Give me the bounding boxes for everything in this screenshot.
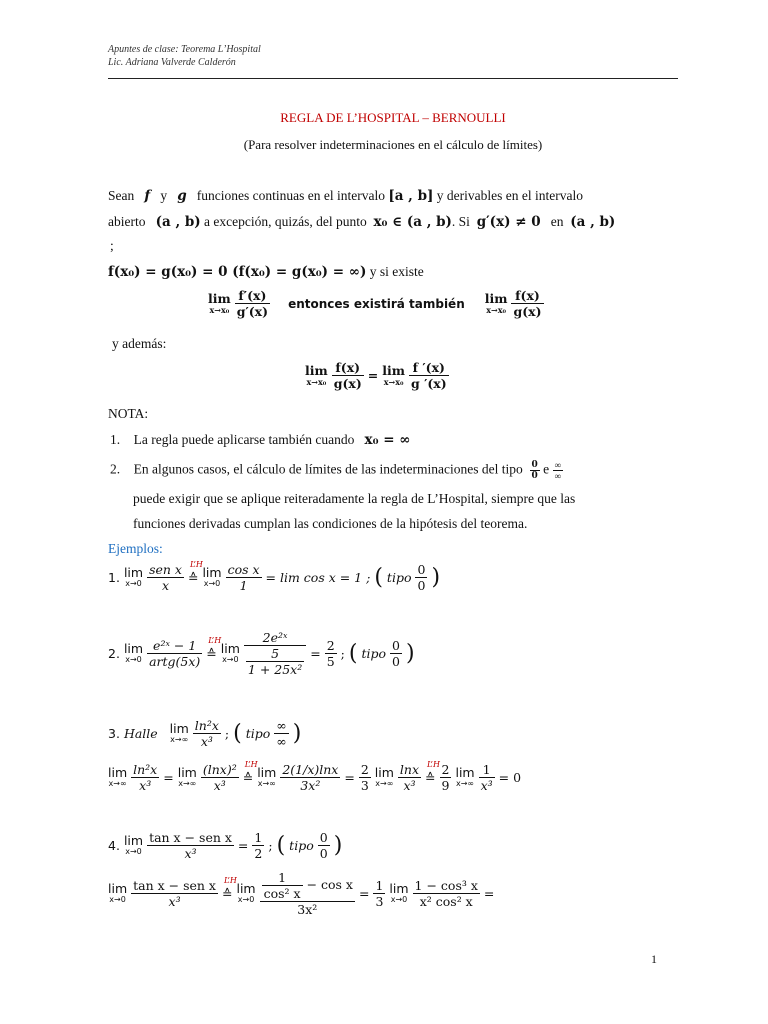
page-number: 1 (651, 952, 657, 966)
example-2 (108, 630, 415, 677)
lim-operator: lim x→0 (123, 565, 144, 588)
lim-operator: lim x→0 (108, 881, 128, 904)
fraction: $\frac{\text{tan x − sen x}}{\text{x³}}$ (133, 878, 216, 909)
fraction: $\frac{\text{sen x}}{x}$ (149, 562, 182, 593)
example-number: 1. (108, 570, 120, 585)
fraction: $\frac{f(x)}{g(x)}$ (513, 288, 542, 319)
fraction: $\frac{1}{3}$ (375, 878, 384, 909)
math-f: f (144, 188, 151, 204)
fraction: $\frac{1}{2}$ (254, 830, 263, 861)
equals-sign: = (163, 770, 174, 785)
fraction: $\frac{2}{9}$ (441, 762, 450, 793)
tipo-text: tipo (289, 838, 314, 853)
lim-operator: lim x→0 (236, 881, 256, 904)
example-4 (108, 830, 342, 861)
equals-sign: = (237, 838, 249, 853)
lim-operator: lim x→0 (202, 565, 222, 588)
example-number: 3. (108, 726, 120, 741)
lim-operator: lim x→0 (220, 641, 240, 664)
lim-operator: lim x→0 (389, 881, 409, 904)
fraction: $\frac{0}{0}$ (319, 830, 328, 861)
ademas-text: y además: (112, 336, 167, 351)
page-title: REGLA DE L’HOSPITAL – BERNOULLI (280, 110, 506, 125)
formula-rule (305, 360, 449, 391)
text: Sean (108, 188, 135, 203)
paren-close: ) (333, 833, 343, 858)
fraction: $\frac{\text{ln²x}}{\text{x³}}$ (194, 718, 219, 749)
list-number: 2. (110, 461, 121, 477)
page-subtitle: (Para resolver indeterminaciones en el cálculo de límites) (243, 137, 543, 152)
intro-line-3 (108, 264, 424, 280)
intro-line-2 (108, 214, 615, 230)
formula-hypothesis (208, 288, 544, 319)
lhospital-equals: L’H ≙ (425, 760, 440, 785)
lim-operator: lim x→x₀ (305, 363, 328, 387)
lim-operator: lim x→x₀ (382, 363, 405, 387)
intro-line-1 (108, 188, 583, 204)
header-line-1: Apuntes de clase: Teorema L’Hospital (108, 44, 261, 55)
paren-open: ( (233, 721, 242, 746)
semicolon: ; (340, 646, 345, 661)
nota-item-1 (110, 432, 410, 448)
ejemplos-label: Ejemplos: (108, 541, 163, 556)
nota-item-2 (110, 460, 563, 481)
nota-item-2-line-2: puede exigir que se aplique reiteradamente la regla de L’Hospital, siempre que las (133, 491, 576, 506)
math-gprime: g′(x) ≠ 0 (476, 214, 541, 230)
equals-sign: = (344, 770, 355, 785)
text: abierto (108, 214, 146, 229)
fraction-zero-zero: $\frac{0}{0}$ (531, 460, 538, 481)
nota-item-2-line-3: funciones derivadas cumplan las condiciones de la hipótesis del teorema. (133, 516, 528, 531)
fraction: $\frac{f'(x)}{g'(x)}$ (236, 288, 269, 319)
fraction: $\frac{f(x)}{g(x)}$ (333, 360, 362, 391)
lim-operator: lim x→∞ (455, 765, 475, 788)
text: e (543, 461, 550, 477)
result-text: = lim cos x = 1 ; (265, 570, 371, 585)
text: y si existe (369, 264, 424, 279)
header-line-2: Lic. Adriana Valverde Calderón (108, 57, 236, 68)
example-3 (108, 718, 301, 749)
lim-operator: lim x→∞ (177, 765, 197, 788)
fraction: $\frac{0}{0}$ (417, 562, 426, 593)
math-x0-inf: x₀ = ∞ (364, 432, 411, 448)
text: funciones continuas en el intervalo (196, 188, 385, 203)
header-divider (108, 78, 678, 79)
fraction-inf-inf: $\frac{\infty}{\infty}$ (554, 460, 561, 481)
math-interval-open: (a , b) (155, 214, 201, 230)
semicolon: ; (268, 838, 273, 853)
text: En algunos casos, el cálculo de límites de las indeterminaciones del tipo (133, 461, 523, 477)
text: La regla puede aplicarse también cuando (133, 432, 355, 447)
fraction: $\frac{\ln x}{\text{x³}}$ (399, 762, 420, 793)
example-3-solution (108, 762, 521, 793)
result-text: = 0 (498, 770, 522, 785)
entonces-text: entonces existirá también (288, 296, 465, 311)
math-interval-closed: [a , b] (388, 188, 434, 204)
fraction: $\frac{\text{1 − cos³ x}}{\text{x² cos² x}}$ (414, 878, 478, 909)
paren-close: ) (292, 721, 302, 746)
fraction: $\frac{0}{0}$ (392, 638, 400, 669)
list-number: 1. (110, 432, 121, 447)
lim-operator: lim x→∞ (108, 765, 128, 788)
lhospital-equals: L’H ≙ (221, 876, 237, 901)
equals-sign: = (483, 886, 495, 901)
fraction: $\frac{f '(x)}{g '(x)}$ (410, 360, 447, 391)
lim-operator: lim x→0 (123, 833, 144, 856)
lhospital-equals: L’H ≙ (206, 636, 222, 661)
fraction: $\frac{2(1/x)\ln x}{\text{3x²}}$ (282, 762, 339, 793)
semicolon: ; (224, 726, 230, 741)
intro-semicolon: ; (110, 238, 114, 253)
example-number: 2. (108, 646, 120, 661)
equals-sign: = (367, 368, 379, 383)
fraction: $\frac{\text{cos x}}{1}$ (227, 562, 260, 593)
text: . Si (451, 214, 470, 229)
math-g: g (177, 188, 187, 204)
text: en (550, 214, 564, 229)
lhospital-equals: L’H ≙ (187, 560, 203, 585)
halle-text: Halle (123, 726, 158, 741)
fraction: $\frac{\text{ln²x}}{\text{x³}}$ (133, 762, 158, 793)
paren-open: ( (348, 641, 358, 666)
example-1 (108, 562, 440, 593)
fraction: $\frac{\text{e²ˣ − 1}}{\text{artg(5x)}}$ (149, 638, 201, 669)
fraction: $\frac{2}{3}$ (360, 762, 369, 793)
paren-open: ( (276, 833, 286, 858)
fraction: $\frac{2}{5}$ (326, 638, 335, 669)
text: y derivables en el intervalo (436, 188, 583, 203)
fraction: $\frac{\text{tan x − sen x}}{\text{x³}}$ (149, 830, 232, 861)
equals-sign: = (310, 646, 321, 661)
math-condition: f(x₀) = g(x₀) = 0 (f(x₀) = g(x₀) = ∞) (108, 264, 367, 280)
tipo-text: tipo (386, 570, 412, 585)
lim-operator: lim x→0 (123, 641, 144, 664)
paren-close: ) (406, 641, 415, 666)
lhospital-equals: L’H ≙ (242, 760, 258, 785)
lim-operator: lim x→x₀ (208, 291, 231, 315)
lim-operator: lim x→∞ (169, 721, 189, 744)
fraction: $\frac{\infty}{\infty}$ (276, 718, 287, 749)
text: a excepción, quizás, del punto (204, 214, 367, 229)
lim-operator: lim x→∞ (374, 765, 394, 788)
tipo-text: tipo (245, 726, 271, 741)
example-number: 4. (108, 838, 120, 853)
lim-operator: lim x→∞ (257, 765, 277, 788)
math-interval-open-2: (a , b) (570, 214, 616, 230)
example-4-solution (108, 870, 494, 917)
fraction-nested: $\frac{\text{2e²ˣ}}{\frac{5}{\text{1 + 25x²}}}$ (244, 630, 306, 677)
text: y (160, 188, 168, 203)
tipo-text: tipo (361, 646, 387, 661)
equals-sign: = (358, 886, 370, 901)
nota-label: NOTA: (108, 406, 149, 421)
lim-operator: lim x→x₀ (484, 291, 508, 315)
fraction: $\frac{1}{\text{x³}}$ (480, 762, 493, 793)
paren-close: ) (431, 565, 441, 590)
math-x0-in: x₀ ∈ (a , b) (373, 214, 452, 230)
paren-open: ( (374, 565, 383, 590)
fraction: $\frac{\text{(lnx)²}}{\text{x³}}$ (202, 762, 237, 793)
fraction-nested: $\frac{1}{\text{cos² x}}$ − cos x 3x² (260, 870, 355, 917)
